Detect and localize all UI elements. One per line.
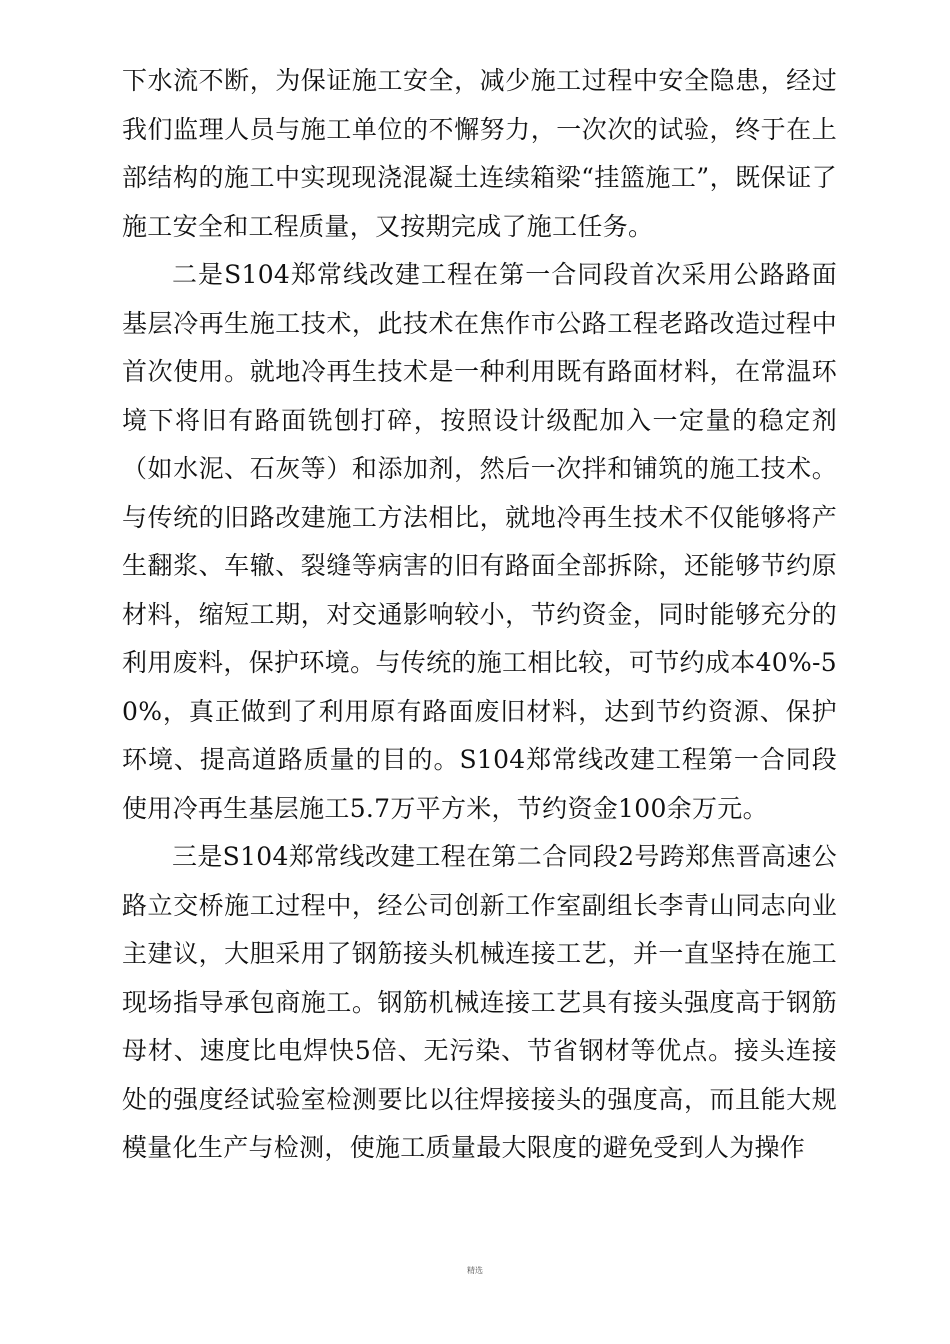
paragraph-1: 下水流不断，为保证施工安全，减少施工过程中安全隐患，经过我们监理人员与施工单位的不懈努力，一次次的试验，终于在上部结构的施工中实现现浇混凝土连续箱梁“挂篮施工”，既保证了施工安全和工程质量，又按期完成了施工任务。: [122, 66, 837, 241]
document-body: [122, 57, 837, 1173]
paragraph-2: 二是S104郑常线改建工程在第一合同段首次采用公路路面基层冷再生施工技术，此技术在焦作市公路工程老路改造过程中首次使用。就地冷再生技术是一种利用既有路面材料，在常温环境下将旧有路面铣刨打碎，按照设计级配加入一定量的稳定剂（如水泥、石灰等）和添加剂，然后一次拌和铺筑的施工技术。与传统的旧路改建施工方法相比，就地冷再生技术不仅能够将产生翻浆、车辙、裂缝等病害的旧有路面全部拆除，还能够节约原材料，缩短工期，对交通影响较小，节约资金，同时能够充分的利用废料，保护环境。与传统的施工相比较，可节约成本40%-50%，真正做到了利用原有路面废旧材料，达到节约资源、保护环境、提高道路质量的目的。S104郑常线改建工程第一合同段使用冷再生基层施工5.7万平方米，节约资金100余万元。: [122, 260, 837, 823]
paragraph-3: 三是S104郑常线改建工程在第二合同段2号跨郑焦晋高速公路立交桥施工过程中，经公司创新工作室副组长李青山同志向业主建议，大胆采用了钢筋接头机械连接工艺，并一直坚持在施工现场指导承包商施工。钢筋机械连接工艺具有接头强度高于钢筋母材、速度比电焊快5倍、无污染、节省钢材等优点。接头连接处的强度经试验室检测要比以往焊接接头的强度高，而且能大规模量化生产与检测，使施工质量最大限度的避免受到人为操作: [122, 842, 837, 1162]
footer-mark: 精选: [467, 1266, 483, 1275]
